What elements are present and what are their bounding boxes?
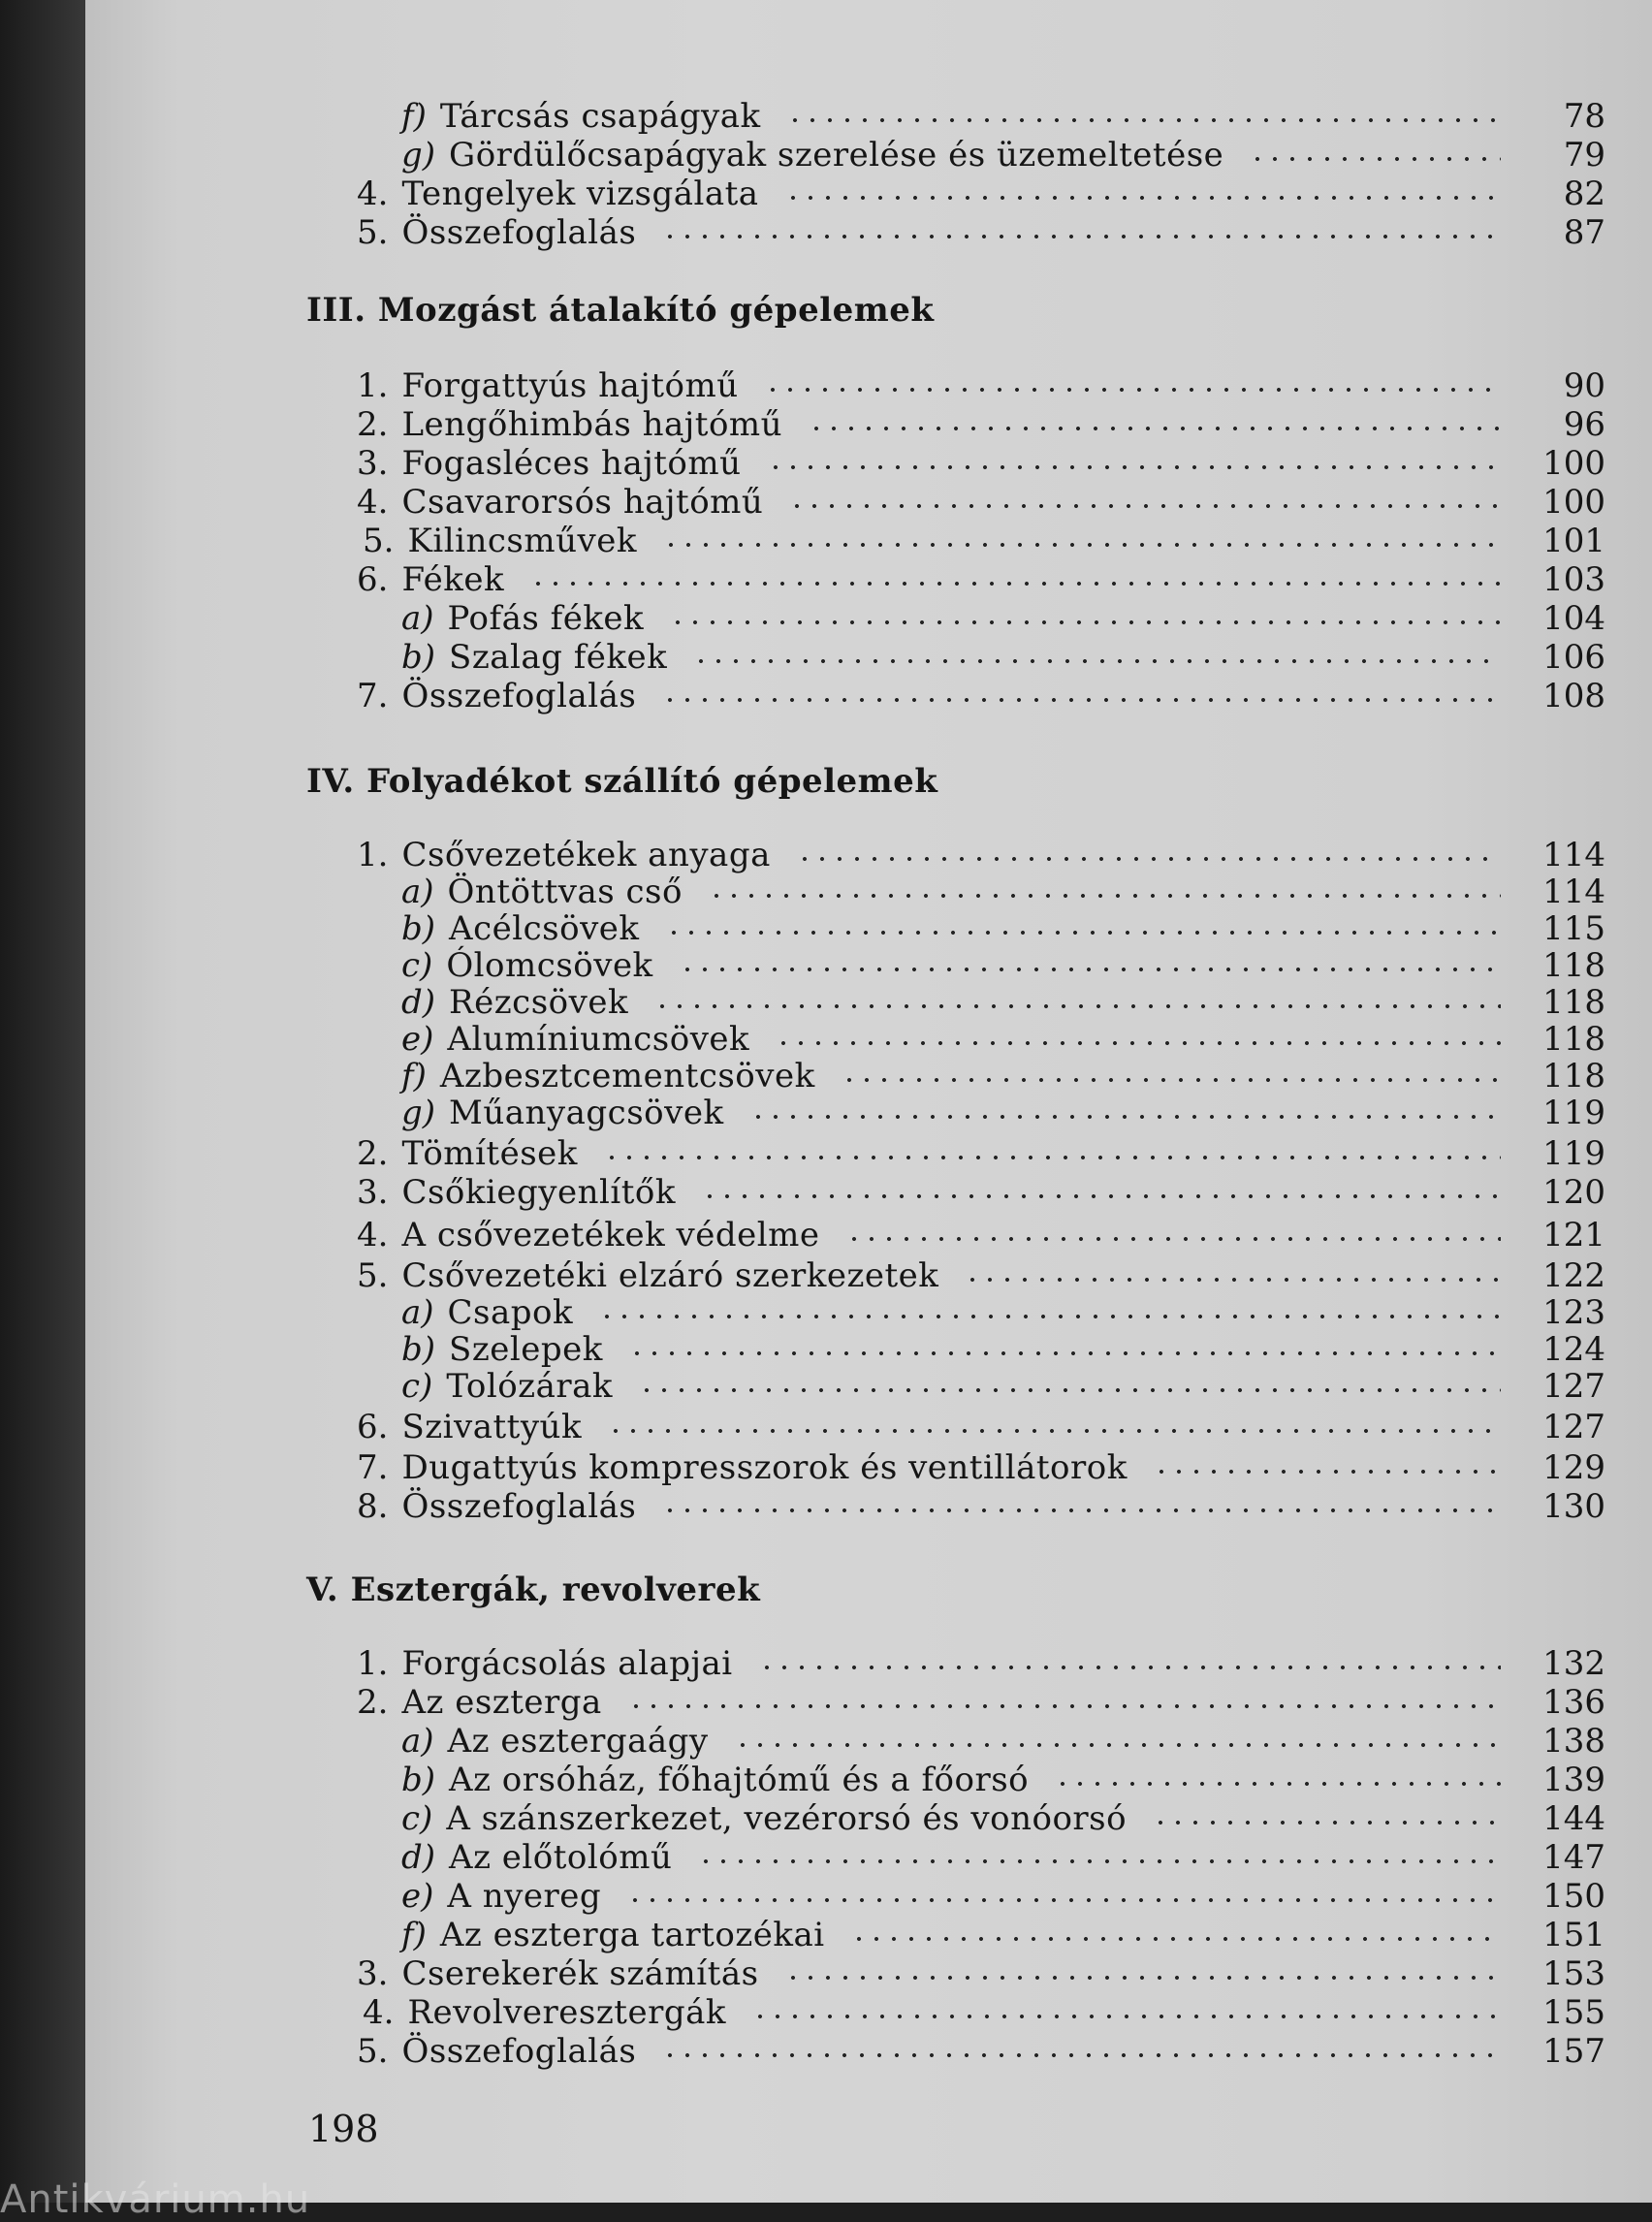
toc-entry — [401, 946, 1605, 985]
toc-entry-page: 103 — [1542, 560, 1605, 599]
toc-entry-page: 121 — [1542, 1216, 1605, 1254]
toc-entry — [401, 1877, 1605, 1916]
toc-entry-number: 1. — [357, 366, 389, 405]
toc-entry — [357, 1134, 1605, 1173]
toc-entry-page: 115 — [1542, 909, 1605, 948]
toc-entry-title: A szánszerkezet, vezérorsó és vonóorsó — [446, 1799, 1128, 1838]
toc-entry-title: Öntöttvas cső — [447, 873, 683, 911]
toc-entry-number: a) — [401, 1722, 434, 1761]
toc-entry-number: a) — [401, 873, 434, 911]
leader-dots — [751, 2015, 1501, 2018]
leader-dots — [767, 465, 1501, 469]
toc-entry-title: Csővezetéki elzáró szerkezetek — [401, 1256, 939, 1295]
leader-dots — [529, 582, 1501, 586]
toc-entry-number: 7. — [357, 677, 389, 715]
toc-entry-page: 150 — [1542, 1877, 1605, 1916]
toc-entry-number: a) — [401, 599, 434, 638]
leader-dots — [749, 1115, 1501, 1119]
toc-entry — [357, 1683, 1605, 1722]
toc-entry-page: 130 — [1542, 1487, 1605, 1526]
toc-entry-page: 119 — [1542, 1094, 1605, 1132]
toc-entry — [401, 1367, 1605, 1406]
leader-dots — [598, 1315, 1501, 1318]
toc-entry-page: 157 — [1542, 2032, 1605, 2071]
section-heading: V. Esztergák, revolverek — [306, 1571, 761, 1609]
toc-entry-number: a) — [401, 1293, 434, 1332]
toc-entry-title: Lengőhimbás hajtómű — [401, 405, 783, 444]
leader-dots — [653, 1004, 1501, 1008]
leader-dots — [701, 1194, 1501, 1198]
leader-dots — [662, 543, 1501, 547]
toc-entry-page: 79 — [1563, 136, 1605, 175]
toc-entry-number: f) — [401, 1057, 427, 1095]
toc-entry-title: Alumíniumcsövek — [447, 1020, 750, 1059]
toc-entry — [357, 213, 1605, 252]
toc-entry-number: d) — [401, 1838, 436, 1877]
toc-entry-number: g) — [401, 1094, 436, 1132]
toc-entry-page: 123 — [1542, 1293, 1605, 1332]
leader-dots — [786, 118, 1501, 122]
toc-entry-title: Cserekerék számítás — [401, 1954, 759, 1993]
leader-dots — [775, 1041, 1501, 1045]
toc-entry — [357, 444, 1605, 483]
toc-entry-number: 3. — [357, 1173, 389, 1212]
toc-entry-title: Összefoglalás — [401, 213, 637, 252]
toc-entry-title: Fogasléces hajtómű — [401, 444, 742, 483]
toc-entry-title: Csavarorsós hajtómű — [401, 483, 764, 522]
toc-entry — [401, 1761, 1605, 1799]
toc-entry-number: 6. — [357, 1408, 389, 1446]
toc-entry — [357, 836, 1605, 874]
toc-entry — [401, 909, 1605, 948]
toc-entry-page: 118 — [1542, 946, 1605, 985]
toc-entry — [401, 983, 1605, 1022]
toc-entry-page: 100 — [1542, 444, 1605, 483]
toc-entry-title: Összefoglalás — [401, 677, 637, 715]
toc-entry-page: 144 — [1542, 1799, 1605, 1838]
toc-entry-page: 118 — [1542, 1020, 1605, 1059]
toc-entry-title: Forgácsolás alapjai — [401, 1644, 733, 1683]
toc-entry-number: 4. — [357, 483, 389, 522]
toc-entry-page: 90 — [1563, 366, 1605, 405]
toc-entry-title: Dugattyús kompresszorok és ventillátorok — [401, 1448, 1128, 1487]
leader-dots — [1249, 157, 1501, 161]
leader-dots — [628, 1351, 1501, 1355]
leader-dots — [626, 1898, 1501, 1902]
toc-entry-page: 122 — [1542, 1256, 1605, 1295]
toc-entry-title: Összefoglalás — [401, 1487, 637, 1526]
toc-entry-number: b) — [401, 638, 436, 677]
toc-entry — [401, 1916, 1605, 1954]
toc-entry — [357, 483, 1605, 522]
toc-entry — [357, 1216, 1605, 1254]
toc-entry — [357, 1256, 1605, 1295]
leader-dots — [784, 196, 1501, 200]
toc-entry — [363, 1993, 1605, 2032]
toc-entry-title: Szelepek — [449, 1330, 603, 1369]
toc-entry — [401, 638, 1605, 677]
toc-entry-number: c) — [401, 1367, 433, 1406]
leader-dots — [808, 427, 1501, 430]
toc-entry-page: 108 — [1542, 677, 1605, 715]
toc-entry-number: 4. — [357, 1216, 389, 1254]
toc-entry — [357, 560, 1605, 599]
toc-entry — [357, 1487, 1605, 1526]
toc-entry — [401, 599, 1605, 638]
toc-entry — [357, 677, 1605, 715]
toc-entry-page: 120 — [1542, 1173, 1605, 1212]
toc-entry-number: 4. — [363, 1993, 395, 2032]
toc-entry-title: Ólomcsövek — [446, 946, 653, 985]
leader-dots — [679, 968, 1501, 971]
toc-entry-title: A csővezetékek védelme — [401, 1216, 820, 1254]
toc-entry-number: e) — [401, 1877, 434, 1916]
toc-entry — [401, 1094, 1605, 1132]
toc-entry-page: 147 — [1542, 1838, 1605, 1877]
toc-entry-title: Tolózárak — [446, 1367, 613, 1406]
toc-entry-page: 139 — [1542, 1761, 1605, 1799]
toc-entry-title: Forgattyús hajtómű — [401, 366, 739, 405]
leader-dots — [758, 1666, 1501, 1669]
leader-dots — [607, 1429, 1501, 1433]
toc-entry-title: Műanyagcsövek — [449, 1094, 724, 1132]
toc-entry — [357, 405, 1605, 444]
watermark-logo: Antikvárium.hu — [0, 2177, 311, 2222]
toc-entry — [401, 1838, 1605, 1877]
toc-entry-title: Szivattyúk — [401, 1408, 583, 1446]
toc-entry-title: Csővezetékek anyaga — [401, 836, 771, 874]
leader-dots — [734, 1743, 1501, 1747]
toc-entry-number: b) — [401, 1330, 436, 1369]
toc-entry-title: Csapok — [447, 1293, 574, 1332]
toc-entry-title: Rézcsövek — [449, 983, 629, 1022]
section-heading: IV. Folyadékot szállító gépelemek — [306, 762, 938, 801]
toc-entry — [357, 2032, 1605, 2071]
toc-entry — [401, 1799, 1605, 1838]
toc-entry-number: c) — [401, 1799, 433, 1838]
toc-entry-title: Revolveresztergák — [407, 1993, 726, 2032]
toc-entry-page: 78 — [1563, 97, 1605, 136]
toc-entry-number: 3. — [357, 444, 389, 483]
leader-dots — [1152, 1821, 1501, 1825]
toc-entry-page: 104 — [1542, 599, 1605, 638]
leader-dots — [638, 1388, 1501, 1392]
leader-dots — [796, 857, 1501, 861]
leader-dots — [784, 1976, 1501, 1980]
toc-entry-number: 7. — [357, 1448, 389, 1487]
toc-entry — [401, 1057, 1605, 1095]
toc-entry-page: 118 — [1542, 983, 1605, 1022]
toc-entry — [357, 1173, 1605, 1212]
toc-entry — [357, 175, 1605, 213]
toc-entry-page: 101 — [1542, 522, 1605, 560]
toc-entry-page: 155 — [1542, 1993, 1605, 2032]
toc-entry-title: Az előtolómű — [449, 1838, 673, 1877]
leader-dots — [603, 1156, 1501, 1159]
toc-entry-page: 100 — [1542, 483, 1605, 522]
toc-entry — [357, 1448, 1605, 1487]
leader-dots — [1054, 1782, 1501, 1786]
toc-entry — [357, 1954, 1605, 1993]
toc-entry-title: Az esztergaágy — [447, 1722, 709, 1761]
toc-entry-title: Szalag fékek — [449, 638, 668, 677]
toc-entry-number: g) — [401, 136, 436, 175]
toc-entry-page: 129 — [1542, 1448, 1605, 1487]
toc-entry-title: Acélcsövek — [449, 909, 640, 948]
toc-entry — [357, 366, 1605, 405]
leader-dots — [697, 1859, 1501, 1863]
toc-entry-title: Összefoglalás — [401, 2032, 637, 2071]
toc-entry — [363, 522, 1605, 560]
toc-entry-page: 136 — [1542, 1683, 1605, 1722]
toc-entry-number: 3. — [357, 1954, 389, 1993]
toc-entry-number: 8. — [357, 1487, 389, 1526]
toc-entry-page: 138 — [1542, 1722, 1605, 1761]
toc-entry-number: 5. — [363, 522, 395, 560]
toc-entry-title: Pofás fékek — [447, 599, 645, 638]
leader-dots — [661, 2053, 1501, 2057]
toc-entry — [401, 97, 1605, 136]
toc-entry-number: d) — [401, 983, 436, 1022]
leader-dots — [692, 659, 1501, 663]
leader-dots — [841, 1078, 1501, 1082]
toc-entry — [401, 1330, 1605, 1369]
toc-entry-page: 151 — [1542, 1916, 1605, 1954]
toc-entry-title: Tárcsás csapágyak — [439, 97, 761, 136]
toc-entry-page: 118 — [1542, 1057, 1605, 1095]
toc-entry-number: f) — [401, 97, 427, 136]
toc-entry-number: 2. — [357, 405, 389, 444]
toc-entry-title: Kilincsművek — [407, 522, 637, 560]
toc-entry — [357, 1644, 1605, 1683]
toc-entry-title: A nyereg — [447, 1877, 602, 1916]
toc-entry-title: Csőkiegyenlítők — [401, 1173, 676, 1212]
toc-entry-page: 119 — [1542, 1134, 1605, 1173]
leader-dots — [665, 931, 1501, 935]
toc-entry-number: 6. — [357, 560, 389, 599]
toc-entry-page: 87 — [1563, 213, 1605, 252]
leader-dots — [764, 388, 1501, 392]
section-heading: III. Mozgást átalakító gépelemek — [306, 291, 935, 330]
leader-dots — [661, 235, 1501, 238]
toc-entry-page: 153 — [1542, 1954, 1605, 1993]
toc-entry-number: 5. — [357, 2032, 389, 2071]
toc-entry — [401, 1020, 1605, 1059]
toc-entry-page: 106 — [1542, 638, 1605, 677]
toc-entry-page: 127 — [1542, 1408, 1605, 1446]
toc-entry-number: 2. — [357, 1134, 389, 1173]
toc-entry-page: 114 — [1542, 836, 1605, 874]
toc-entry-number: 1. — [357, 1644, 389, 1683]
toc-entry-number: c) — [401, 946, 433, 985]
toc-entry-title: Tömítések — [401, 1134, 578, 1173]
leader-dots — [845, 1237, 1501, 1241]
toc-entry-number: e) — [401, 1020, 434, 1059]
leader-dots — [1153, 1470, 1501, 1474]
toc-entry-page: 96 — [1563, 405, 1605, 444]
toc-entry-title: Gördülőcsapágyak szerelése és üzemeltetése — [449, 136, 1224, 175]
leader-dots — [850, 1937, 1501, 1941]
toc-entry-number: b) — [401, 1761, 436, 1799]
leader-dots — [627, 1704, 1501, 1708]
toc-entry — [401, 1293, 1605, 1332]
toc-entry-page: 124 — [1542, 1330, 1605, 1369]
toc-entry-title: Az orsóház, főhajtómű és a főorsó — [449, 1761, 1030, 1799]
toc-entry-title: Fékek — [401, 560, 505, 599]
leader-dots — [661, 1508, 1501, 1512]
toc-entry-number: 5. — [357, 1256, 389, 1295]
toc-entry-number: 1. — [357, 836, 389, 874]
toc-entry-number: f) — [401, 1916, 427, 1954]
page-number: 198 — [308, 2108, 379, 2150]
toc-entry-title: Tengelyek vizsgálata — [401, 175, 759, 213]
leader-dots — [661, 698, 1501, 702]
toc-entry-number: 2. — [357, 1683, 389, 1722]
leader-dots — [964, 1278, 1501, 1282]
toc-entry-page: 114 — [1542, 873, 1605, 911]
toc-entry-number: b) — [401, 909, 436, 948]
toc-entry-page: 82 — [1563, 175, 1605, 213]
toc-entry-title: Az esztergа tartozékai — [439, 1916, 825, 1954]
toc-entry — [401, 1722, 1605, 1761]
toc-entry-title: Az esztergа — [401, 1683, 602, 1722]
toc-entry — [401, 136, 1605, 175]
leader-dots — [669, 620, 1501, 624]
toc-entry-number: 4. — [357, 175, 389, 213]
toc-entry-page: 132 — [1542, 1644, 1605, 1683]
leader-dots — [788, 504, 1501, 508]
leader-dots — [708, 894, 1501, 898]
toc-entry-title: Azbesztcementcsövek — [439, 1057, 815, 1095]
toc-entry-number: 5. — [357, 213, 389, 252]
toc-entry — [357, 1408, 1605, 1446]
toc-entry-page: 127 — [1542, 1367, 1605, 1406]
toc-entry — [401, 873, 1605, 911]
